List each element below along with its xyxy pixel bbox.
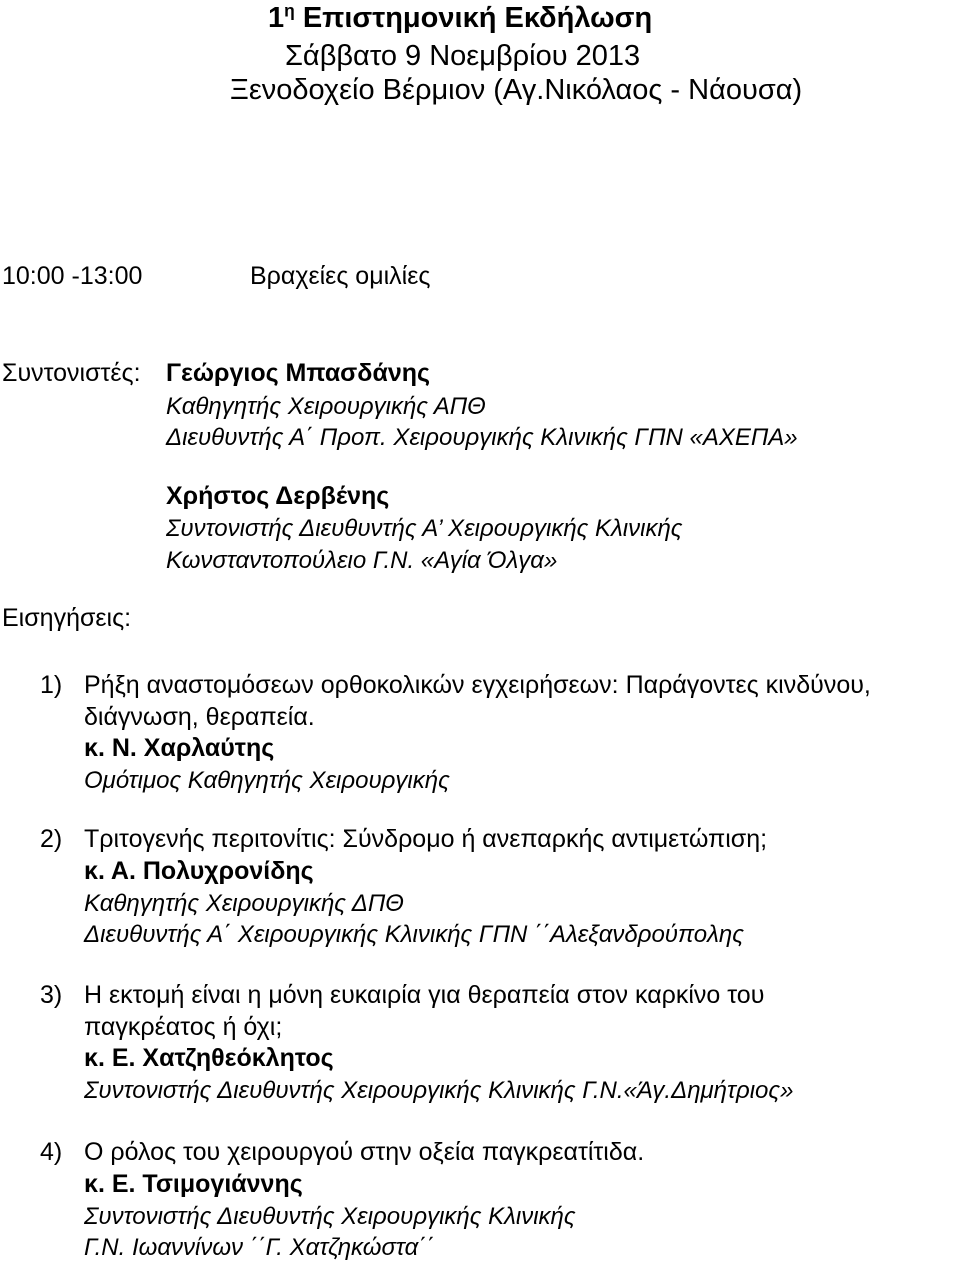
talk-speaker-affiliation: Συντονιστής Διευθυντής Χειρουργικής Κλινικής	[84, 1203, 576, 1230]
event-title	[268, 2, 652, 35]
talk-number: 2)	[40, 825, 63, 853]
moderator-affiliation: Κωνσταντοπούλειο Γ.Ν. «Αγία Όλγα»	[166, 547, 558, 574]
event-number: 1	[268, 2, 285, 34]
event-number-suffix: η	[284, 0, 295, 21]
talk-speaker: κ. Ν. Χαρλαύτης	[84, 734, 275, 762]
talk-title: παγκρέατος ή όχι;	[84, 1013, 283, 1041]
talk-speaker-affiliation: Καθηγητής Χειρουργικής ΔΠΘ	[84, 890, 404, 917]
talk-speaker: κ. Α. Πολυχρονίδης	[84, 857, 314, 885]
session-title: Βραχείες ομιλίες	[250, 262, 431, 290]
moderators-label: Συντονιστές:	[2, 359, 141, 387]
moderator-affiliation: Συντονιστής Διευθυντής Α’ Χειρουργικής Κλινικής	[166, 515, 683, 542]
talk-title: Ρήξη αναστομόσεων ορθοκολικών εγχειρήσεων: Παράγοντες κινδύνου,	[84, 671, 871, 699]
talk-number: 3)	[40, 981, 63, 1009]
talk-number: 1)	[40, 671, 63, 699]
event-venue: Ξενοδοχείο Βέρμιον (Αγ.Νικόλαος - Νάουσα)	[230, 74, 803, 106]
talk-speaker-affiliation: Συντονιστής Διευθυντής Χειρουργικής Κλινικής Γ.Ν.«Άγ.Δημήτριος»	[84, 1077, 794, 1104]
talk-speaker-affiliation: Γ.Ν. Ιωαννίνων ΄΄Γ. Χατζηκώστα΄΄	[84, 1234, 435, 1261]
moderator-affiliation: Καθηγητής Χειρουργικής ΑΠΘ	[166, 393, 486, 420]
talk-speaker: κ. Ε. Τσιμογιάννης	[84, 1170, 303, 1198]
moderator-name: Χρήστος Δερβένης	[166, 482, 390, 510]
talk-title: Η εκτομή είναι η μόνη ευκαιρία για θεραπεία στον καρκίνο του	[84, 981, 765, 1009]
talk-number: 4)	[40, 1138, 63, 1166]
event-date: Σάββατο 9 Νοεμβρίου 2013	[285, 40, 641, 72]
talks-label: Εισηγήσεις:	[2, 604, 132, 632]
event-title-text: Επιστημονική Εκδήλωση	[302, 2, 653, 34]
talk-speaker: κ. Ε. Χατζηθεόκλητος	[84, 1044, 334, 1072]
talk-title: Τριτογενής περιτονίτις: Σύνδρομο ή ανεπαρκής αντιμετώπιση;	[84, 825, 768, 853]
session-time: 10:00 -13:00	[2, 262, 143, 290]
moderator-name: Γεώργιος Μπασδάνης	[166, 359, 430, 387]
talk-title: Ο ρόλος του χειρουργού στην οξεία παγκρεατίτιδα.	[84, 1138, 645, 1166]
talk-speaker-affiliation: Διευθυντής Α΄ Χειρουργικής Κλινικής ΓΠΝ ΄΄Αλεξανδρούπολης	[84, 921, 744, 948]
talk-speaker-affiliation: Ομότιμος Καθηγητής Χειρουργικής	[84, 767, 450, 794]
talk-title: διάγνωση, θεραπεία.	[84, 703, 315, 731]
moderator-affiliation: Διευθυντής Α΄ Προπ. Χειρουργικής Κλινικής ΓΠΝ «ΑΧΕΠΑ»	[166, 424, 798, 451]
